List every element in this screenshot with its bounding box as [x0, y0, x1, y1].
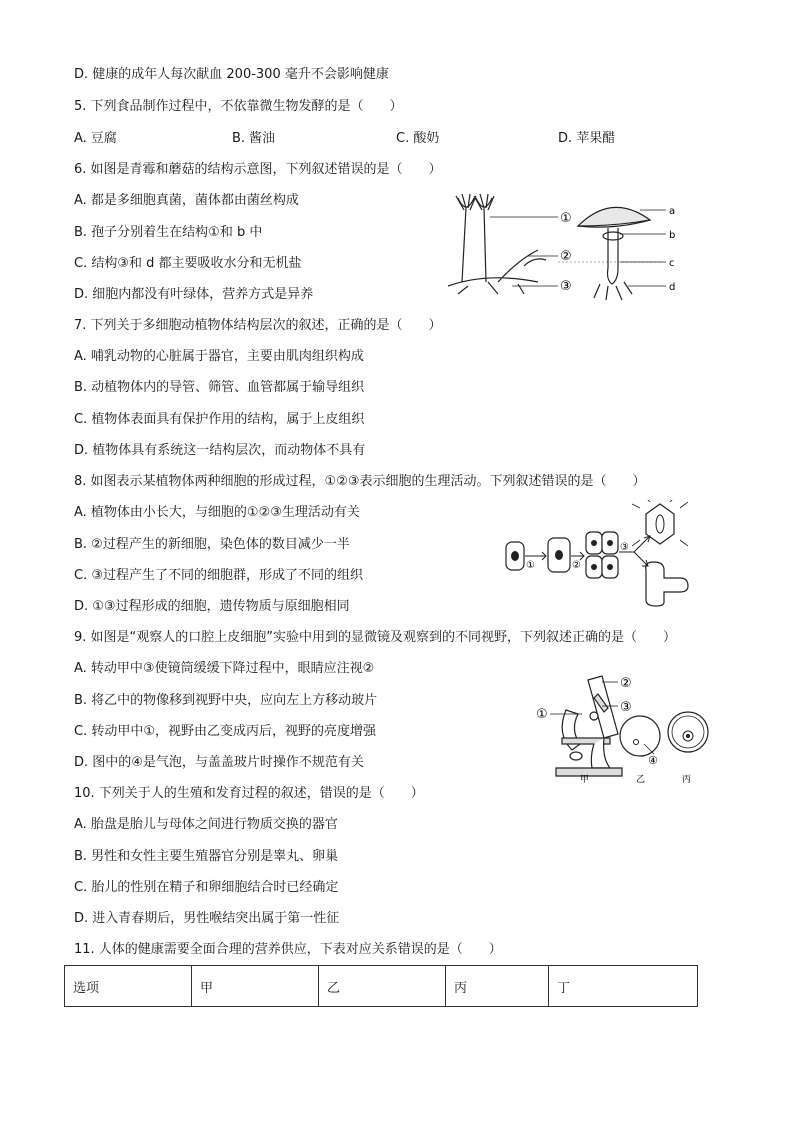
q9-label-bing: 丙	[682, 775, 692, 784]
q11-table	[64, 965, 698, 1007]
table-header-cell: 丁	[549, 966, 698, 1007]
q8-option-d: D. ①③过程形成的细胞，遗传物质与原细胞相同	[74, 599, 350, 614]
q7-option-d: D. 植物体具有系统这一结构层次，而动物体不具有	[74, 443, 366, 458]
q5-options	[74, 130, 674, 148]
q7-stem: 7. 下列关于多细胞动植物体结构层次的叙述，正确的是（ ）	[74, 318, 442, 333]
q5-option-a: A. 豆腐	[74, 131, 117, 146]
q6-stem: 6. 如图是青霉和蘑菇的结构示意图，下列叙述错误的是（ ）	[74, 162, 442, 177]
q8-label-2: ②	[572, 560, 581, 571]
q9-option-a: A. 转动甲中③使镜筒缓缓下降过程中，眼睛应注视②	[74, 661, 375, 676]
q6-label-2: ②	[560, 249, 572, 264]
q6-label-a: a	[669, 206, 676, 217]
q8-stem: 8. 如图表示某植物体两种细胞的形成过程，①②③表示细胞的生理活动。下列叙述错误的是（ ）	[74, 474, 646, 489]
q9-label-1: ①	[536, 707, 548, 722]
q8-option-b: B. ②过程产生的新细胞，染色体的数目减少一半	[74, 537, 350, 552]
q9-label-yi: 乙	[636, 775, 646, 784]
q4-option-d: D. 健康的成年人每次献血 200-300 毫升不会影响健康	[74, 67, 389, 82]
q6-label-d: d	[669, 282, 676, 293]
penicillium-drawing	[448, 194, 546, 294]
q5-option-d: D. 苹果醋	[558, 131, 616, 146]
q9-stem: 9. 如图是“观察人的口腔上皮细胞”实验中用到的显微镜及观察到的不同视野，下列叙述正确的是（ ）	[74, 630, 677, 645]
q8-option-c: C. ③过程产生了不同的细胞群，形成了不同的组织	[74, 568, 363, 583]
q6-label-b: b	[669, 230, 676, 241]
q9-option-b: B. 将乙中的物像移到视野中央，应向左上方移动玻片	[74, 693, 378, 708]
q9-microscope-figure	[532, 672, 712, 784]
q7-option-a: A. 哺乳动物的心脏属于器官，主要由肌肉组织构成	[74, 349, 364, 364]
q6-option-c: C. 结构③和 d 都主要吸收水分和无机盐	[74, 256, 302, 271]
q9-option-c: C. 转动甲中①，视野由乙变成丙后，视野的亮度增强	[74, 724, 376, 739]
table-header-cell: 丙	[446, 966, 549, 1007]
cell-root-hair-type	[646, 562, 688, 606]
q9-label-4: ④	[648, 754, 658, 767]
q8-label-3: ③	[620, 542, 629, 553]
q10-option-a: A. 胎盘是胎儿与母体之间进行物质交换的器官	[74, 817, 338, 832]
q9-option-d: D. 图中的④是气泡，与盖盖玻片时操作不规范有关	[74, 755, 364, 770]
q6-option-d: D. 细胞内都没有叶绿体，营养方式是异养	[74, 287, 314, 302]
q7-option-c: C. 植物体表面具有保护作用的结构，属于上皮组织	[74, 412, 365, 427]
q9-label-jia: 甲	[580, 775, 590, 784]
q6-penicillium-mushroom-figure	[428, 190, 690, 302]
q5-option-c: C. 酸奶	[396, 131, 440, 146]
q6-option-a: A. 都是多细胞真菌，菌体都由菌丝构成	[74, 193, 299, 208]
q8-label-1: ①	[526, 560, 535, 571]
table-header-cell: 选项	[65, 966, 192, 1007]
q10-stem: 10. 下列关于人的生殖和发育过程的叙述，错误的是（ ）	[74, 786, 424, 801]
q9-label-2: ②	[620, 676, 632, 691]
view-yi-circle	[620, 716, 660, 756]
q7-option-b: B. 动植物体内的导管、筛管、血管都属于输导组织	[74, 380, 365, 395]
q9-label-3: ③	[620, 700, 632, 715]
cell-guard-type	[646, 504, 674, 544]
table-row	[65, 966, 698, 1007]
table-header-cell: 甲	[192, 966, 319, 1007]
q10-option-b: B. 男性和女性主要生殖器官分别是睾丸、卵巢	[74, 849, 339, 864]
q8-option-a: A. 植物体由小长大，与细胞的①②③生理活动有关	[74, 505, 360, 520]
q8-cell-division-figure	[504, 500, 694, 610]
pointer-lines-left	[490, 217, 558, 286]
table-header-cell: 乙	[319, 966, 446, 1007]
q6-label-c: c	[669, 258, 675, 269]
microscope-drawing	[556, 676, 622, 776]
q11-stem: 11. 人体的健康需要全面合理的营养供应，下表对应关系错误的是（ ）	[74, 942, 502, 957]
q5-option-b: B. 酱油	[232, 131, 276, 146]
q10-option-d: D. 进入青春期后，男性喉结突出属于第一性征	[74, 911, 340, 926]
q6-label-3: ③	[560, 279, 572, 294]
q6-option-b: B. 孢子分别着生在结构①和 b 中	[74, 225, 263, 240]
q10-option-c: C. 胎儿的性别在精子和卵细胞结合时已经确定	[74, 880, 339, 895]
q6-label-1: ①	[560, 211, 572, 226]
q5-stem: 5. 下列食品制作过程中，不依靠微生物发酵的是（ ）	[74, 99, 403, 114]
